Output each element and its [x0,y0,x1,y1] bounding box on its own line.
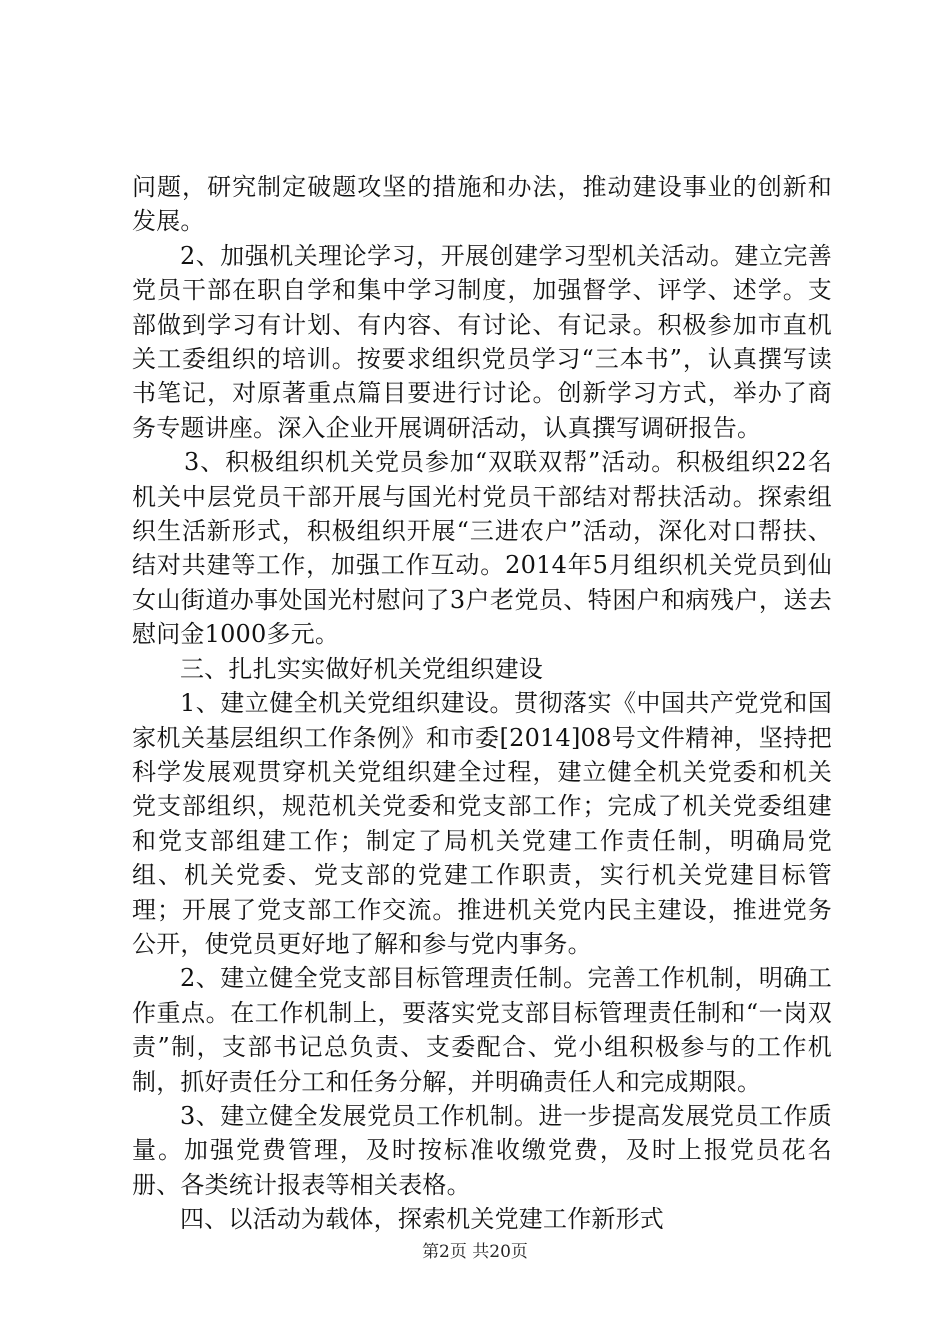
paragraph-member-development: 3、建立健全发展党员工作机制。进一步提高发展党员工作质量。加强党费管理，及时按标准收缴党费，及时上报党员花名册、各类统计报表等相关表格。 [132,1101,832,1199]
section-heading-three: 三、扎扎实实做好机关党组织建设 [180,654,543,683]
section-heading-four: 四、以活动为载体，探索机关党建工作新形式 [180,1205,664,1234]
paragraph-target-responsibility: 2、建立健全党支部目标管理责任制。完善工作机制，明确工作重点。在工作机制上，要落实党支部目标管理责任制和“一岗双责”制，支部书记总负责、支委配合、党小组积极参与的工作机制，抓好责任分工和任务分解，并明确责任人和完成期限。 [132,964,832,1096]
page-footer: 第2页 共20页 [422,1242,528,1262]
paragraph-continuation: 问题，研究制定破题攻坚的措施和办法，推动建设事业的创新和发展。 [132,173,832,236]
document-body [132,170,832,1237]
paragraph-theory-study: 2、加强机关理论学习，开展创建学习型机关活动。建立完善党员干部在职自学和集中学习制度，加强督学、评学、述学。支部做到学习有计划、有内容、有讨论、有记录。积极参加市直机关工委组织的培训。按要求组织党员学习“三本书”，认真撰写读书笔记，对原著重点篇目要进行讨论。创新学习方式，举办了商务专题讲座。深入企业开展调研活动，认真撰写调研报告。 [132,241,832,442]
paragraph-twin-help-activity: 3、积极组织机关党员参加“双联双帮”活动。积极组织22名机关中层党员干部开展与国光村党员干部结对帮扶活动。探索组织生活新形式，积极组织开展“三进农户”活动，深化对口帮扶、结对共建等工作，加强工作互动。2014年5月组织机关党员到仙女山街道办事处国光村慰问了3户老党员、特困户和病残户，送去慰问金1000多元。 [132,448,832,649]
paragraph-party-organization: 1、建立健全机关党组织建设。贯彻落实《中国共产党党和国家机关基层组织工作条例》和市委[2014]08号文件精神，坚持把科学发展观贯穿机关党组织建全过程，建立健全机关党委和机关党支部组织，规范机关党委和党支部工作；完成了机关党委组建和党支部组建工作；制定了局机关党建工作责任制，明确局党组、机关党委、党支部的党建工作职责，实行机关党建目标管理；开展了党支部工作交流。推进机关党内民主建设，推进党务公开，使党员更好地了解和参与党内事务。 [132,689,832,958]
